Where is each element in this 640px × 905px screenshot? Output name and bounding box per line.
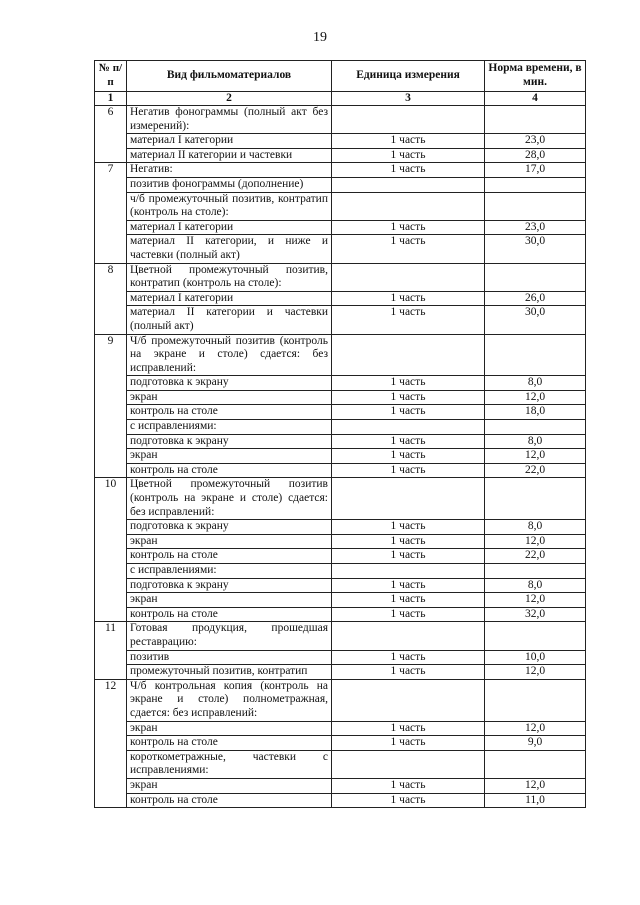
material-description: материал II категории и частевки <box>127 148 332 163</box>
norm-value <box>485 750 586 778</box>
norm-value: 8,0 <box>485 376 586 391</box>
material-description: экран <box>127 778 332 793</box>
norm-value <box>485 177 586 192</box>
table-row <box>95 291 586 306</box>
norm-value: 12,0 <box>485 449 586 464</box>
column-header-type: Вид фильмоматериалов <box>127 61 332 92</box>
unit-cell: 1 часть <box>332 434 485 449</box>
unit-cell <box>332 106 485 134</box>
table-row <box>95 449 586 464</box>
row-number: 6 <box>95 106 127 163</box>
table-row <box>95 134 586 149</box>
norm-value <box>485 420 586 435</box>
row-number: 7 <box>95 163 127 263</box>
table-row <box>95 220 586 235</box>
table-row <box>95 334 586 376</box>
table-row <box>95 564 586 579</box>
material-description: экран <box>127 721 332 736</box>
table-row <box>95 306 586 334</box>
table-row <box>95 520 586 535</box>
material-description: Ч/б промежуточный позитив (контроль на экране и столе) сдается: без исправлений: <box>127 334 332 376</box>
row-number: 8 <box>95 263 127 334</box>
norm-value: 12,0 <box>485 721 586 736</box>
norm-value: 9,0 <box>485 736 586 751</box>
unit-cell: 1 часть <box>332 376 485 391</box>
unit-cell: 1 часть <box>332 220 485 235</box>
norm-value <box>485 334 586 376</box>
unit-cell: 1 часть <box>332 163 485 178</box>
material-description: подготовка к экрану <box>127 376 332 391</box>
norm-value <box>485 679 586 721</box>
norm-value: 8,0 <box>485 434 586 449</box>
norm-value: 8,0 <box>485 520 586 535</box>
row-number: 10 <box>95 478 127 622</box>
material-description: экран <box>127 593 332 608</box>
unit-cell: 1 часть <box>332 578 485 593</box>
table-row <box>95 263 586 291</box>
unit-cell: 1 часть <box>332 534 485 549</box>
table-row <box>95 665 586 680</box>
unit-cell <box>332 622 485 650</box>
unit-cell: 1 часть <box>332 306 485 334</box>
material-description: подготовка к экрану <box>127 520 332 535</box>
material-description: с исправлениями: <box>127 564 332 579</box>
unit-cell: 1 часть <box>332 148 485 163</box>
material-description: материал I категории <box>127 134 332 149</box>
table-row <box>95 607 586 622</box>
table-row <box>95 235 586 263</box>
unit-cell <box>332 478 485 520</box>
table-row <box>95 721 586 736</box>
unit-cell: 1 часть <box>332 390 485 405</box>
unit-cell: 1 часть <box>332 449 485 464</box>
material-description: Готовая продукция, прошедшая реставрацию: <box>127 622 332 650</box>
table-row <box>95 593 586 608</box>
unit-cell: 1 часть <box>332 721 485 736</box>
unit-cell: 1 часть <box>332 291 485 306</box>
column-number: 2 <box>127 92 332 106</box>
table-row <box>95 163 586 178</box>
unit-cell: 1 часть <box>332 405 485 420</box>
material-description: материал I категории <box>127 291 332 306</box>
material-description: контроль на столе <box>127 607 332 622</box>
norm-value: 12,0 <box>485 593 586 608</box>
norm-value <box>485 106 586 134</box>
table-row <box>95 736 586 751</box>
unit-cell: 1 часть <box>332 593 485 608</box>
column-header-no: № п/п <box>95 61 127 92</box>
column-number: 1 <box>95 92 127 106</box>
norm-value: 12,0 <box>485 778 586 793</box>
material-description: экран <box>127 390 332 405</box>
table-row <box>95 463 586 478</box>
column-header-unit: Единица измерения <box>332 61 485 92</box>
material-description: подготовка к экрану <box>127 434 332 449</box>
unit-cell: 1 часть <box>332 134 485 149</box>
unit-cell <box>332 192 485 220</box>
norm-value: 18,0 <box>485 405 586 420</box>
norm-value: 12,0 <box>485 534 586 549</box>
norm-value: 10,0 <box>485 650 586 665</box>
material-description: материал II категории, и ниже и частевки (полный акт) <box>127 235 332 263</box>
norm-value: 22,0 <box>485 549 586 564</box>
material-description: материал II категории и частевки (полный акт) <box>127 306 332 334</box>
table-row <box>95 192 586 220</box>
material-description: Негатив фонограммы (полный акт без измерений): <box>127 106 332 134</box>
material-description: Ч/б контрольная копия (контроль на экране и столе) полнометражная, сдается: без исправлений: <box>127 679 332 721</box>
norm-value: 12,0 <box>485 665 586 680</box>
material-description: Цветной промежуточный позитив, контратип (контроль на столе): <box>127 263 332 291</box>
material-description: контроль на столе <box>127 549 332 564</box>
material-description: контроль на столе <box>127 793 332 808</box>
unit-cell <box>332 750 485 778</box>
table-body <box>95 106 586 808</box>
material-description: ч/б промежуточный позитив, контратип (контроль на столе): <box>127 192 332 220</box>
norm-value: 23,0 <box>485 134 586 149</box>
unit-cell: 1 часть <box>332 736 485 751</box>
material-description: Цветной промежуточный позитив (контроль на экране и столе) сдается: без исправлений: <box>127 478 332 520</box>
unit-cell: 1 часть <box>332 650 485 665</box>
norm-value <box>485 478 586 520</box>
material-description: Негатив: <box>127 163 332 178</box>
table-row <box>95 793 586 808</box>
material-description: экран <box>127 449 332 464</box>
column-number-row <box>95 92 586 106</box>
unit-cell: 1 часть <box>332 549 485 564</box>
column-header-norm: Норма времени, в мин. <box>485 61 586 92</box>
unit-cell <box>332 334 485 376</box>
unit-cell <box>332 679 485 721</box>
norm-value: 32,0 <box>485 607 586 622</box>
page-number: 19 <box>313 30 327 45</box>
material-description: контроль на столе <box>127 463 332 478</box>
table-row <box>95 778 586 793</box>
table-row <box>95 106 586 134</box>
norm-value: 22,0 <box>485 463 586 478</box>
table-row <box>95 434 586 449</box>
column-number: 3 <box>332 92 485 106</box>
row-number: 11 <box>95 622 127 679</box>
unit-cell: 1 часть <box>332 520 485 535</box>
material-description: контроль на столе <box>127 736 332 751</box>
unit-cell: 1 часть <box>332 665 485 680</box>
table-row <box>95 679 586 721</box>
table-row <box>95 478 586 520</box>
column-number: 4 <box>485 92 586 106</box>
table-row <box>95 578 586 593</box>
norm-value <box>485 192 586 220</box>
table-row <box>95 405 586 420</box>
table-row <box>95 650 586 665</box>
norm-value: 30,0 <box>485 235 586 263</box>
table-row <box>95 750 586 778</box>
material-description: позитив фонограммы (дополнение) <box>127 177 332 192</box>
material-description: с исправлениями: <box>127 420 332 435</box>
unit-cell: 1 часть <box>332 235 485 263</box>
table-row <box>95 390 586 405</box>
material-description: подготовка к экрану <box>127 578 332 593</box>
material-description: контроль на столе <box>127 405 332 420</box>
material-description: позитив <box>127 650 332 665</box>
unit-cell <box>332 420 485 435</box>
table-row <box>95 549 586 564</box>
norm-value: 17,0 <box>485 163 586 178</box>
material-description: промежуточный позитив, контратип <box>127 665 332 680</box>
table-row <box>95 622 586 650</box>
norm-value: 12,0 <box>485 390 586 405</box>
unit-cell: 1 часть <box>332 463 485 478</box>
norm-value: 26,0 <box>485 291 586 306</box>
norm-value: 23,0 <box>485 220 586 235</box>
norm-value <box>485 564 586 579</box>
norm-value: 8,0 <box>485 578 586 593</box>
norm-value: 28,0 <box>485 148 586 163</box>
norm-value: 30,0 <box>485 306 586 334</box>
unit-cell <box>332 177 485 192</box>
material-description: экран <box>127 534 332 549</box>
norm-value <box>485 263 586 291</box>
material-description: материал I категории <box>127 220 332 235</box>
table-header-row <box>95 61 586 92</box>
row-number: 12 <box>95 679 127 807</box>
unit-cell <box>332 263 485 291</box>
table-row <box>95 420 586 435</box>
unit-cell: 1 часть <box>332 607 485 622</box>
table-row <box>95 148 586 163</box>
table-row <box>95 534 586 549</box>
unit-cell <box>332 564 485 579</box>
norm-value: 11,0 <box>485 793 586 808</box>
table-row <box>95 177 586 192</box>
row-number: 9 <box>95 334 127 478</box>
unit-cell: 1 часть <box>332 778 485 793</box>
table-row <box>95 376 586 391</box>
material-description: короткометражные, частевки с исправлениями: <box>127 750 332 778</box>
norms-table <box>94 60 586 808</box>
unit-cell: 1 часть <box>332 793 485 808</box>
norm-value <box>485 622 586 650</box>
